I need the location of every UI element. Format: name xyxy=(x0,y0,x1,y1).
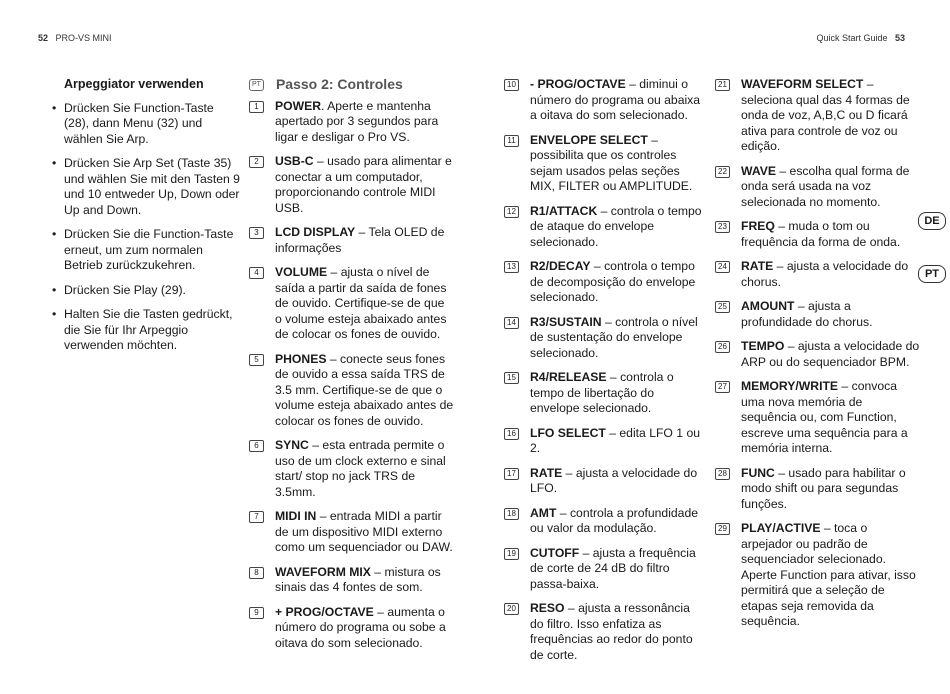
item-keyword: RATE xyxy=(741,259,774,273)
item-keyword: R3/SUSTAIN xyxy=(530,314,602,329)
item-description xyxy=(741,379,920,457)
control-item xyxy=(715,339,920,370)
item-text: – mistura os sinais das 4 fontes de som. xyxy=(275,564,441,594)
item-description xyxy=(741,521,920,630)
item-number-badge: 13 xyxy=(504,261,519,273)
item-text: . Aperte e mantenha apertado por 3 segundos para ligar e desligar o Pro VS. xyxy=(275,98,439,144)
item-number-badge: 14 xyxy=(504,317,519,329)
item-text: – controla o tempo de libertação do envelope selecionado. xyxy=(530,370,674,415)
item-number-badge: 2 xyxy=(249,156,264,168)
page-number-right: 53 xyxy=(894,33,905,43)
item-keyword: R1/ATTACK xyxy=(530,203,598,218)
control-item xyxy=(249,605,454,652)
item-number-badge: 26 xyxy=(715,341,730,353)
item-text: – convoca uma nova memória de sequência ou, com Function, escreve uma sequência para a memória interna. xyxy=(741,379,908,455)
item-number-badge: 8 xyxy=(249,567,264,579)
control-item xyxy=(504,259,704,306)
control-item xyxy=(504,204,704,251)
controls-column-2 xyxy=(504,77,704,672)
control-item xyxy=(504,77,704,124)
item-keyword: FREQ xyxy=(741,219,775,233)
item-text: – ajusta a ressonância do filtro. Isso enfatiza as frequências ao redor do ponto de corte. xyxy=(530,601,693,662)
control-item xyxy=(249,352,454,430)
item-description xyxy=(530,466,704,497)
control-item xyxy=(715,164,920,211)
item-keyword: TEMPO xyxy=(741,339,785,353)
page-header-left xyxy=(38,33,112,43)
item-number-badge: 5 xyxy=(249,354,264,366)
item-number-badge: 9 xyxy=(249,607,264,619)
control-item xyxy=(504,426,704,457)
item-description xyxy=(741,339,920,370)
item-description xyxy=(530,133,704,195)
item-text: – ajusta o nível de saída a partir da saída de fones de ouvido. Certifique-se de que o volume esteja abaixado antes de colocar os fones de ouvido. xyxy=(275,265,447,341)
item-keyword: SYNC xyxy=(275,438,309,452)
item-text: – seleciona qual das 4 formas de onda de voz, A,B,C ou D ficará ativa para controle de voz ou edição. xyxy=(741,77,910,153)
item-text: – entrada MIDI a partir de um dispositivo MIDI externo como um sequenciador ou DAW. xyxy=(275,509,453,554)
section-header xyxy=(249,77,454,93)
item-text: – esta entrada permite o uso de um clock externo e sinal start/ stop no jack TRS de 3.5mm. xyxy=(275,438,446,499)
item-number-badge: 22 xyxy=(715,166,730,178)
controls-column-3 xyxy=(715,77,920,639)
item-number-badge: 4 xyxy=(249,267,264,279)
item-description xyxy=(530,259,704,306)
item-keyword: AMOUNT xyxy=(741,299,795,313)
item-description xyxy=(275,154,454,216)
item-description xyxy=(741,77,920,155)
controls-column-1 xyxy=(249,77,454,660)
control-item xyxy=(249,438,454,500)
item-description xyxy=(275,99,454,146)
control-item xyxy=(504,546,704,593)
item-text: – controla o tempo de ataque do envelope selecionado. xyxy=(530,203,702,249)
item-description xyxy=(275,605,454,652)
control-item xyxy=(715,259,920,290)
control-item xyxy=(249,154,454,216)
item-text: – controla o tempo de decomposição do envelope selecionado. xyxy=(530,259,696,304)
item-keyword: R2/DECAY xyxy=(530,259,591,273)
item-description xyxy=(530,426,704,457)
item-text: – escolha qual forma de onda será usada na voz selecionada no momento. xyxy=(741,163,910,209)
control-item xyxy=(504,315,704,362)
item-number-badge: 12 xyxy=(504,206,519,218)
control-item xyxy=(504,370,704,417)
item-keyword: USB-C xyxy=(275,154,314,168)
section-title: Passo 2: Controles xyxy=(275,76,403,92)
control-item xyxy=(504,601,704,663)
item-description xyxy=(741,466,920,513)
control-item xyxy=(715,299,920,330)
item-keyword: PHONES xyxy=(275,351,327,366)
control-item xyxy=(249,565,454,596)
item-keyword: AMT xyxy=(530,505,557,520)
item-description xyxy=(275,225,454,256)
item-description xyxy=(741,219,920,250)
item-description xyxy=(530,370,704,417)
language-tab-pt[interactable]: PT xyxy=(918,265,946,283)
item-keyword: MEMORY/WRITE xyxy=(741,379,839,393)
german-bullet: • Halten Sie die Tasten gedrückt, die Sie für Ihr Arpeggio verwenden möchten. xyxy=(52,307,242,354)
control-item xyxy=(504,133,704,195)
item-description xyxy=(530,506,704,537)
control-item xyxy=(715,219,920,250)
item-keyword: + PROG/OCTAVE xyxy=(275,604,374,619)
item-number-badge: 15 xyxy=(504,372,519,384)
item-keyword: WAVEFORM SELECT xyxy=(741,77,864,91)
item-text: – diminui o número do programa ou abaixa a oitava do som selecionado. xyxy=(530,77,701,122)
german-bullet: • Drücken Sie Function-Taste (28), dann Menu (32) und wählen Sie Arp. xyxy=(52,101,242,148)
page-number-left: 52 xyxy=(38,33,49,43)
item-number-badge: 21 xyxy=(715,79,730,91)
item-description xyxy=(275,509,454,556)
item-description xyxy=(530,77,704,124)
item-text: – controla a profundidade ou valor da modulação. xyxy=(530,505,699,535)
item-description xyxy=(530,601,704,663)
language-tag: PT xyxy=(249,79,264,91)
item-text: – conecte seus fones de ouvido a essa saída TRS de 3.5 mm. Certifique-se de que o volume esteja abaixado antes de colocar os fones de ouvido. xyxy=(275,351,454,428)
item-text: – edita LFO 1 ou 2. xyxy=(530,425,701,455)
page-header-right xyxy=(816,33,905,43)
item-text: – muda o tom ou frequência da forma de onda. xyxy=(741,219,901,249)
control-item xyxy=(715,521,920,630)
item-text: – ajusta a profundidade do chorus. xyxy=(741,299,873,329)
item-description xyxy=(275,438,454,500)
item-description xyxy=(530,546,704,593)
item-description xyxy=(530,315,704,362)
item-text: – usado para habilitar o modo shift ou para segundas funções. xyxy=(741,465,906,511)
item-keyword: R4/RELEASE xyxy=(530,370,607,384)
item-keyword: WAVEFORM MIX xyxy=(275,564,371,579)
control-item xyxy=(249,509,454,556)
control-item xyxy=(715,77,920,155)
control-item xyxy=(715,466,920,513)
german-section-title: Arpeggiator verwenden xyxy=(64,77,204,91)
guide-title: Quick Start Guide xyxy=(816,33,888,43)
item-text: – possibilita que os controles sejam usados pelas seções MIX, FILTER ou AMPLITUDE. xyxy=(530,132,693,193)
control-item xyxy=(249,99,454,146)
item-text: – Tela OLED de informações xyxy=(275,225,445,255)
item-number-badge: 25 xyxy=(715,301,730,313)
item-description xyxy=(275,352,454,430)
item-keyword: RESO xyxy=(530,601,565,615)
item-keyword: VOLUME xyxy=(275,265,328,279)
item-text: – toca o arpejador ou padrão de sequenciador selecionado. Aperte Function para ativar, isso permitirá que a seleção de etapas seja removida da sequência. xyxy=(741,521,916,628)
item-keyword: ENVELOPE SELECT xyxy=(530,132,648,147)
item-number-badge: 20 xyxy=(504,603,519,615)
control-item xyxy=(249,265,454,343)
item-number-badge: 11 xyxy=(504,135,519,147)
german-bullet: • Drücken Sie Play (29). xyxy=(52,283,242,299)
item-text: – ajusta a frequência de corte de 24 dB do filtro passa-baixa. xyxy=(530,545,696,591)
item-number-badge: 27 xyxy=(715,381,730,393)
item-keyword: WAVE xyxy=(741,163,776,178)
item-number-badge: 1 xyxy=(249,101,264,113)
item-number-badge: 7 xyxy=(249,511,264,523)
item-description xyxy=(741,164,920,211)
item-number-badge: 10 xyxy=(504,79,519,91)
item-text: – ajusta a velocidade do ARP ou do sequenciador BPM. xyxy=(741,339,920,369)
item-number-badge: 24 xyxy=(715,261,730,273)
product-name: PRO-VS MINI xyxy=(55,33,112,43)
item-text: – controla o nível de sustentação do envelope selecionado. xyxy=(530,314,698,360)
control-item xyxy=(249,225,454,256)
item-number-badge: 23 xyxy=(715,221,730,233)
item-number-badge: 6 xyxy=(249,440,264,452)
item-keyword: - PROG/OCTAVE xyxy=(530,77,626,91)
item-description xyxy=(275,565,454,596)
control-item xyxy=(715,379,920,457)
item-number-badge: 19 xyxy=(504,548,519,560)
item-number-badge: 28 xyxy=(715,468,730,480)
item-text: – aumenta o número do programa ou sobe a oitava do som selecionado. xyxy=(275,604,446,650)
german-bullet-list xyxy=(52,101,242,354)
item-keyword: CUTOFF xyxy=(530,545,580,560)
item-text: – ajusta a velocidade do chorus. xyxy=(741,259,909,289)
item-number-badge: 18 xyxy=(504,508,519,520)
item-number-badge: 29 xyxy=(715,523,730,535)
german-column xyxy=(52,77,242,363)
item-keyword: LFO SELECT xyxy=(530,425,606,440)
item-number-badge: 17 xyxy=(504,468,519,480)
control-item xyxy=(504,506,704,537)
german-bullet: • Drücken Sie die Function-Taste erneut, um zum normalen Betrieb zurückzukehren. xyxy=(52,227,242,274)
item-number-badge: 16 xyxy=(504,428,519,440)
german-bullet: • Drücken Sie Arp Set (Taste 35) und wählen Sie mit den Tasten 9 und 10 entweder Up, Down oder Up and Down. xyxy=(52,156,242,218)
item-keyword: LCD DISPLAY xyxy=(275,225,356,239)
control-item xyxy=(504,466,704,497)
item-description xyxy=(275,265,454,343)
item-keyword: FUNC xyxy=(741,465,775,480)
item-text: – usado para alimentar e conectar a um computador, proporcionando controle MIDI USB. xyxy=(275,154,452,215)
item-description xyxy=(741,259,920,290)
item-keyword: PLAY/ACTIVE xyxy=(741,521,821,535)
language-tab-de[interactable]: DE xyxy=(918,212,946,230)
item-text: – ajusta a velocidade do LFO. xyxy=(530,465,698,495)
item-keyword: RATE xyxy=(530,465,563,480)
item-description xyxy=(741,299,920,330)
item-keyword: POWER xyxy=(275,98,322,113)
item-number-badge: 3 xyxy=(249,227,264,239)
item-keyword: MIDI IN xyxy=(275,509,317,523)
item-description xyxy=(530,204,704,251)
